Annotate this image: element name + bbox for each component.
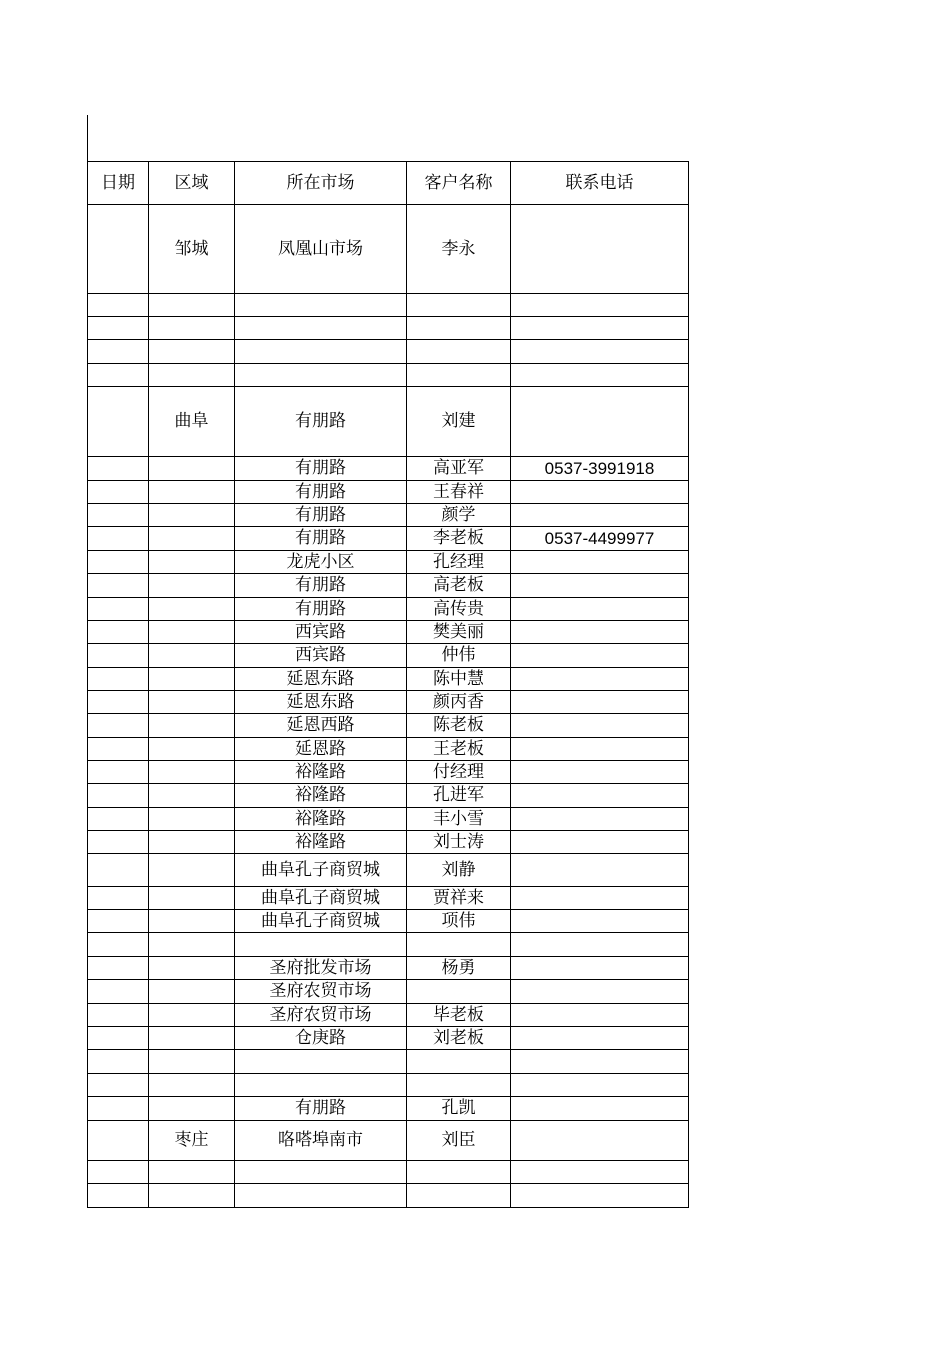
cell-date[interactable]: [88, 831, 149, 854]
cell-date[interactable]: [88, 1121, 149, 1161]
cell-date[interactable]: [88, 887, 149, 910]
table-row: [88, 831, 689, 854]
cell-customer[interactable]: 刘老板: [407, 1027, 511, 1050]
cell-date[interactable]: [88, 1161, 149, 1184]
table-row: [88, 205, 689, 294]
cell-phone[interactable]: [511, 691, 689, 714]
cell-region[interactable]: [149, 738, 235, 761]
cell-region[interactable]: 曲阜: [149, 387, 235, 457]
cell-date[interactable]: [88, 1004, 149, 1027]
cell-customer[interactable]: [407, 980, 511, 1004]
table-row: [88, 340, 689, 364]
cell-date[interactable]: [88, 504, 149, 527]
cell-phone[interactable]: [511, 1004, 689, 1027]
table-row: [88, 1004, 689, 1027]
cell-region[interactable]: [149, 340, 235, 364]
cell-phone[interactable]: [511, 481, 689, 504]
table-row: [88, 738, 689, 761]
cell-phone[interactable]: [511, 317, 689, 340]
cell-customer[interactable]: [407, 1184, 511, 1208]
cell-market[interactable]: 有朋路: [235, 1097, 407, 1121]
cell-region[interactable]: [149, 527, 235, 551]
cell-customer[interactable]: 仲伟: [407, 644, 511, 668]
cell-date[interactable]: [88, 1050, 149, 1074]
cell-customer[interactable]: [407, 294, 511, 317]
cell-phone[interactable]: [511, 854, 689, 887]
cell-customer[interactable]: 颜学: [407, 504, 511, 527]
cell-date[interactable]: [88, 1097, 149, 1121]
cell-date[interactable]: [88, 854, 149, 887]
cell-region[interactable]: [149, 854, 235, 887]
cell-market[interactable]: [235, 1050, 407, 1074]
cell-phone[interactable]: [511, 831, 689, 854]
cell-market[interactable]: 西宾路: [235, 644, 407, 668]
cell-customer[interactable]: [407, 1161, 511, 1184]
cell-customer[interactable]: [407, 1050, 511, 1074]
cell-customer[interactable]: 李老板: [407, 527, 511, 551]
table-row: [88, 887, 689, 910]
table-row: [88, 574, 689, 598]
table-row: [88, 481, 689, 504]
cell-market[interactable]: [235, 1074, 407, 1097]
cell-date[interactable]: [88, 957, 149, 980]
table-row: [88, 668, 689, 691]
cell-date[interactable]: [88, 1074, 149, 1097]
cell-region[interactable]: 邹城: [149, 205, 235, 294]
cell-date[interactable]: [88, 364, 149, 387]
header-phone[interactable]: 联系电话: [511, 162, 689, 205]
cell-region[interactable]: [149, 1027, 235, 1050]
cell-phone[interactable]: [511, 598, 689, 621]
table-row: [88, 933, 689, 957]
cell-customer[interactable]: 刘士涛: [407, 831, 511, 854]
cell-market[interactable]: [235, 1184, 407, 1208]
cell-market[interactable]: 圣府农贸市场: [235, 1004, 407, 1027]
cell-region[interactable]: [149, 1050, 235, 1074]
cell-region[interactable]: [149, 957, 235, 980]
cell-market[interactable]: 有朋路: [235, 504, 407, 527]
cell-region[interactable]: [149, 980, 235, 1004]
cell-phone[interactable]: [511, 668, 689, 691]
cell-date[interactable]: [88, 598, 149, 621]
cell-phone[interactable]: [511, 1050, 689, 1074]
table-row: [88, 598, 689, 621]
cell-region[interactable]: [149, 910, 235, 933]
customer-table: [87, 161, 689, 1208]
cell-date[interactable]: [88, 761, 149, 784]
table-row: [88, 910, 689, 933]
cell-region[interactable]: [149, 317, 235, 340]
header-region[interactable]: 区域: [149, 162, 235, 205]
cell-market[interactable]: 仓庚路: [235, 1027, 407, 1050]
cell-customer[interactable]: [407, 340, 511, 364]
table-row: [88, 1074, 689, 1097]
cell-customer[interactable]: 刘静: [407, 854, 511, 887]
cell-phone[interactable]: [511, 980, 689, 1004]
cell-date[interactable]: [88, 527, 149, 551]
cell-market[interactable]: 延恩路: [235, 738, 407, 761]
cell-customer[interactable]: 高亚军: [407, 457, 511, 481]
cell-customer[interactable]: 付经理: [407, 761, 511, 784]
cell-customer[interactable]: 刘建: [407, 387, 511, 457]
cell-region[interactable]: [149, 457, 235, 481]
cell-phone[interactable]: [511, 1161, 689, 1184]
cell-phone[interactable]: [511, 714, 689, 738]
cell-customer[interactable]: 杨勇: [407, 957, 511, 980]
header-customer[interactable]: 客户名称: [407, 162, 511, 205]
cell-customer[interactable]: 陈老板: [407, 714, 511, 738]
cell-phone[interactable]: [511, 808, 689, 831]
cell-date[interactable]: [88, 621, 149, 644]
cell-customer[interactable]: 李永: [407, 205, 511, 294]
table-row: [88, 808, 689, 831]
table-row: [88, 1097, 689, 1121]
table-row: [88, 854, 689, 887]
table-row: [88, 957, 689, 980]
cell-market[interactable]: 曲阜孔子商贸城: [235, 854, 407, 887]
table-row: [88, 527, 689, 551]
cell-customer[interactable]: 丰小雪: [407, 808, 511, 831]
cell-market[interactable]: [235, 340, 407, 364]
cell-customer[interactable]: 贾祥来: [407, 887, 511, 910]
cell-customer[interactable]: 樊美丽: [407, 621, 511, 644]
cell-market[interactable]: 圣府农贸市场: [235, 980, 407, 1004]
cell-region[interactable]: [149, 294, 235, 317]
cell-date[interactable]: [88, 910, 149, 933]
cell-customer[interactable]: 王春祥: [407, 481, 511, 504]
table-row: [88, 317, 689, 340]
cell-phone[interactable]: [511, 387, 689, 457]
cell-market[interactable]: 裕隆路: [235, 831, 407, 854]
table-row: [88, 1161, 689, 1184]
cell-customer[interactable]: [407, 1074, 511, 1097]
cell-date[interactable]: [88, 691, 149, 714]
cell-region[interactable]: [149, 1161, 235, 1184]
cell-date[interactable]: [88, 668, 149, 691]
table-row: [88, 1050, 689, 1074]
cell-region[interactable]: [149, 761, 235, 784]
cell-market[interactable]: [235, 933, 407, 957]
cell-phone[interactable]: [511, 1027, 689, 1050]
cell-date[interactable]: [88, 481, 149, 504]
cell-date[interactable]: [88, 317, 149, 340]
cell-phone[interactable]: [511, 294, 689, 317]
cell-region[interactable]: 枣庄: [149, 1121, 235, 1161]
cell-phone[interactable]: [511, 551, 689, 574]
cell-market[interactable]: [235, 1161, 407, 1184]
cell-region[interactable]: [149, 691, 235, 714]
header-market[interactable]: 所在市场: [235, 162, 407, 205]
cell-region[interactable]: [149, 551, 235, 574]
cell-customer[interactable]: 高老板: [407, 574, 511, 598]
cell-market[interactable]: 有朋路: [235, 598, 407, 621]
cell-region[interactable]: [149, 668, 235, 691]
cell-region[interactable]: [149, 784, 235, 808]
cell-date[interactable]: [88, 1184, 149, 1208]
cell-customer[interactable]: 孔经理: [407, 551, 511, 574]
table-row: [88, 504, 689, 527]
cell-date[interactable]: [88, 574, 149, 598]
cell-phone[interactable]: 0537-3991918: [511, 457, 689, 481]
cell-phone[interactable]: [511, 1074, 689, 1097]
cell-market[interactable]: 延恩西路: [235, 714, 407, 738]
cell-customer[interactable]: 孔进军: [407, 784, 511, 808]
table-row: [88, 980, 689, 1004]
cell-date[interactable]: [88, 205, 149, 294]
cell-date[interactable]: [88, 933, 149, 957]
cell-phone[interactable]: [511, 933, 689, 957]
cell-region[interactable]: [149, 887, 235, 910]
cell-phone[interactable]: [511, 738, 689, 761]
cell-customer[interactable]: 孔凯: [407, 1097, 511, 1121]
cell-region[interactable]: [149, 504, 235, 527]
cell-region[interactable]: [149, 574, 235, 598]
table-row: [88, 691, 689, 714]
cell-region[interactable]: [149, 481, 235, 504]
cell-customer[interactable]: 项伟: [407, 910, 511, 933]
cell-date[interactable]: [88, 551, 149, 574]
cell-phone[interactable]: [511, 644, 689, 668]
cell-phone[interactable]: [511, 340, 689, 364]
cell-customer[interactable]: 高传贵: [407, 598, 511, 621]
cell-region[interactable]: [149, 364, 235, 387]
cell-date[interactable]: [88, 980, 149, 1004]
table-row: [88, 294, 689, 317]
cell-phone[interactable]: [511, 1121, 689, 1161]
table-row: [88, 457, 689, 481]
cell-customer[interactable]: [407, 317, 511, 340]
cell-date[interactable]: [88, 340, 149, 364]
cell-region[interactable]: [149, 808, 235, 831]
cell-market[interactable]: [235, 294, 407, 317]
cell-date[interactable]: [88, 808, 149, 831]
cell-customer[interactable]: [407, 933, 511, 957]
table-row: [88, 1121, 689, 1161]
cell-customer[interactable]: 刘臣: [407, 1121, 511, 1161]
cell-date[interactable]: [88, 294, 149, 317]
cell-region[interactable]: [149, 933, 235, 957]
cell-region[interactable]: [149, 1074, 235, 1097]
cell-region[interactable]: [149, 714, 235, 738]
header-date[interactable]: 日期: [88, 162, 149, 205]
cell-market[interactable]: 有朋路: [235, 481, 407, 504]
cell-phone[interactable]: [511, 621, 689, 644]
cell-region[interactable]: [149, 1004, 235, 1027]
cell-phone[interactable]: [511, 761, 689, 784]
cell-market[interactable]: 有朋路: [235, 387, 407, 457]
cell-phone[interactable]: [511, 504, 689, 527]
cell-region[interactable]: [149, 598, 235, 621]
cell-customer[interactable]: 毕老板: [407, 1004, 511, 1027]
cell-phone[interactable]: [511, 887, 689, 910]
cell-phone[interactable]: [511, 1097, 689, 1121]
cell-date[interactable]: [88, 738, 149, 761]
cell-date[interactable]: [88, 457, 149, 481]
cell-phone[interactable]: 0537-4499977: [511, 527, 689, 551]
cell-region[interactable]: [149, 621, 235, 644]
cell-region[interactable]: [149, 1097, 235, 1121]
sheet-left-border: [87, 115, 88, 162]
cell-region[interactable]: [149, 644, 235, 668]
cell-market[interactable]: 曲阜孔子商贸城: [235, 910, 407, 933]
cell-market[interactable]: 裕隆路: [235, 808, 407, 831]
table-row: [88, 1184, 689, 1208]
cell-market[interactable]: 延恩东路: [235, 668, 407, 691]
cell-market[interactable]: [235, 317, 407, 340]
cell-customer[interactable]: [407, 364, 511, 387]
cell-market[interactable]: 西宾路: [235, 621, 407, 644]
cell-market[interactable]: 龙虎小区: [235, 551, 407, 574]
cell-phone[interactable]: [511, 957, 689, 980]
cell-region[interactable]: [149, 831, 235, 854]
table-row: [88, 551, 689, 574]
cell-phone[interactable]: [511, 784, 689, 808]
cell-market[interactable]: 凤凰山市场: [235, 205, 407, 294]
table-row: [88, 1027, 689, 1050]
cell-customer[interactable]: 陈中慧: [407, 668, 511, 691]
cell-date[interactable]: [88, 387, 149, 457]
cell-market[interactable]: 延恩东路: [235, 691, 407, 714]
cell-phone[interactable]: [511, 910, 689, 933]
table-row: [88, 387, 689, 457]
cell-market[interactable]: 曲阜孔子商贸城: [235, 887, 407, 910]
table-row: [88, 784, 689, 808]
cell-date[interactable]: [88, 1027, 149, 1050]
cell-market[interactable]: 圣府批发市场: [235, 957, 407, 980]
cell-customer[interactable]: 王老板: [407, 738, 511, 761]
cell-market[interactable]: 裕隆路: [235, 784, 407, 808]
cell-phone[interactable]: [511, 364, 689, 387]
header-row: [88, 162, 689, 205]
cell-region[interactable]: [149, 1184, 235, 1208]
cell-market[interactable]: 有朋路: [235, 457, 407, 481]
table-row: [88, 761, 689, 784]
cell-market[interactable]: 裕隆路: [235, 761, 407, 784]
cell-market[interactable]: [235, 364, 407, 387]
cell-phone[interactable]: [511, 205, 689, 294]
cell-date[interactable]: [88, 714, 149, 738]
table-row: [88, 714, 689, 738]
cell-market[interactable]: 有朋路: [235, 574, 407, 598]
table-row: [88, 364, 689, 387]
table-row: [88, 621, 689, 644]
cell-phone[interactable]: [511, 1184, 689, 1208]
table-row: [88, 644, 689, 668]
cell-phone[interactable]: [511, 574, 689, 598]
cell-date[interactable]: [88, 644, 149, 668]
cell-customer[interactable]: 颜丙香: [407, 691, 511, 714]
cell-date[interactable]: [88, 784, 149, 808]
cell-market[interactable]: 咯嗒埠南市: [235, 1121, 407, 1161]
cell-market[interactable]: 有朋路: [235, 527, 407, 551]
